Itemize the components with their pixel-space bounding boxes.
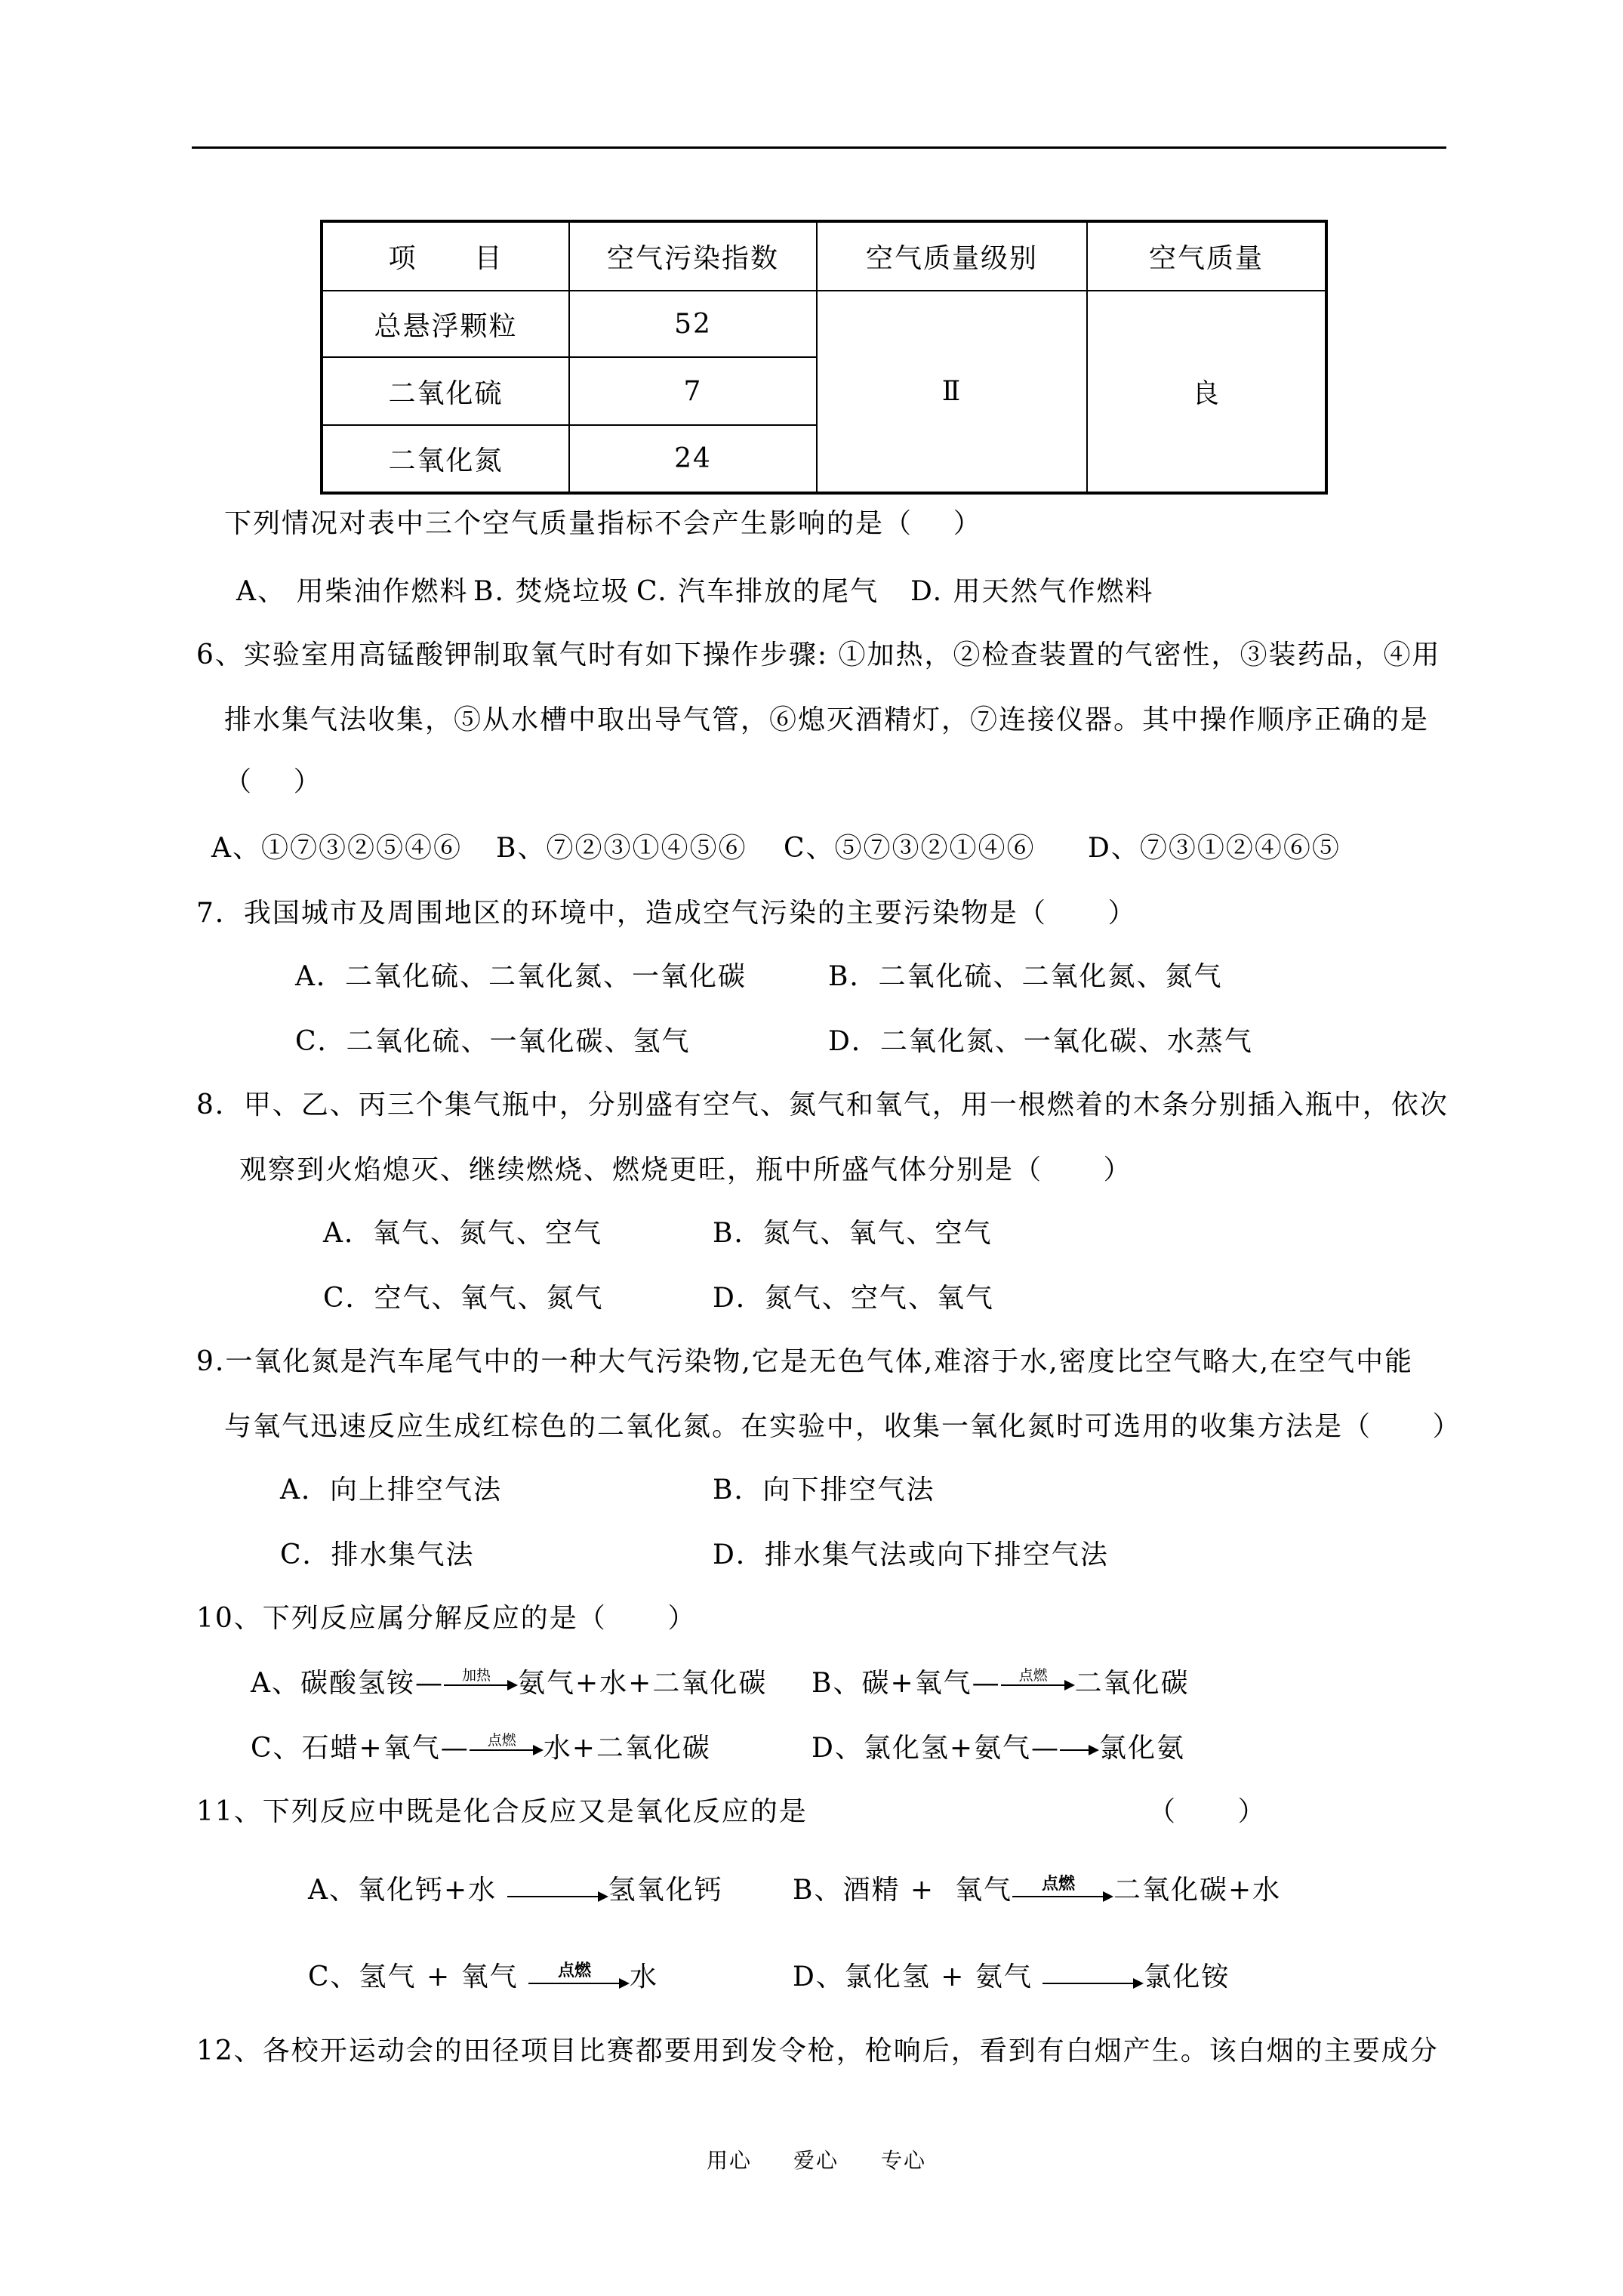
arrowhead-icon [533, 1745, 544, 1755]
reaction-arrow [528, 1961, 630, 1994]
reaction-arrow [1042, 1961, 1144, 1994]
table-header-row [322, 221, 1326, 291]
pollution-index-cell: 52 [569, 291, 817, 357]
footer-text: 用心 [707, 2148, 753, 2173]
arrowhead-icon [1133, 1978, 1144, 1989]
q10-option-b [812, 1667, 1190, 1700]
reaction-arrow [507, 1874, 608, 1907]
q8-option-d: D．氮气、空气、氧气 [713, 1283, 994, 1314]
q5-option-c: C. 汽车排放的尾气 [636, 576, 879, 607]
products: 水 [630, 1962, 659, 1992]
footer-text: 爱心 [793, 2148, 839, 2173]
q11-option-c [308, 1961, 658, 1994]
reaction-condition: 点燃 [1018, 1667, 1048, 1684]
q11-option-b [793, 1874, 1281, 1907]
q6-option-c: C、⑤⑦③②①④⑥ [784, 833, 1036, 864]
arrowhead-icon [619, 1978, 630, 1989]
reaction-arrow [470, 1732, 544, 1765]
pollution-index-cell: 7 [569, 357, 817, 425]
q11-answer-blank: （ ） [1148, 1796, 1267, 1827]
q6-stem-line: 6、实验室用高锰酸钾制取氧气时有如下操作步骤: ①加热，②检查装置的气密性，③装药品，④用 [196, 639, 1441, 670]
products: 水+二氧化碳 [543, 1733, 711, 1764]
q9-option-d: D．排水集气法或向下排空气法 [713, 1539, 1109, 1570]
q6-answer-blank: （ ） [224, 766, 322, 797]
products: 氢氧化钙 [608, 1875, 723, 1906]
products: 氯化铵 [1144, 1962, 1230, 1992]
arrowhead-icon [598, 1891, 608, 1902]
reactants: A、氧化钙+水 [308, 1875, 507, 1906]
reaction-condition: 点燃 [487, 1732, 516, 1749]
q7-option-d: D．二氧化氮、一氧化碳、水蒸气 [828, 1026, 1253, 1057]
q12-stem: 12、各校开运动会的田径项目比赛都要用到发令枪，枪响后，看到有白烟产生。该白烟的主要成分 [196, 2036, 1439, 2066]
q6-option-b: B、⑦②③①④⑤⑥ [496, 833, 747, 864]
q10-option-c [251, 1732, 711, 1765]
pollutant-name-cell: 总悬浮颗粒 [322, 291, 569, 357]
table-header-cell: 项 目 [322, 221, 569, 291]
arrowhead-icon [1089, 1745, 1099, 1755]
reactants: A、碳酸氢铵— [251, 1668, 444, 1699]
q8-option-b: B．氮气、氧气、空气 [713, 1218, 993, 1249]
q10-option-a [251, 1667, 767, 1700]
pollution-index-cell: 24 [569, 425, 817, 493]
reaction-arrow [1060, 1732, 1099, 1765]
reactants: D、氯化氢+氨气— [812, 1733, 1061, 1764]
q10-stem: 10、下列反应属分解反应的是（ ） [196, 1603, 697, 1634]
q9-option-c: C．排水集气法 [280, 1539, 475, 1570]
table-header-cell: 空气质量级别 [817, 221, 1087, 291]
table-header-cell: 空气质量 [1087, 221, 1326, 291]
q7-stem: 7．我国城市及周围地区的环境中，造成空气污染的主要污染物是（ ） [196, 898, 1137, 929]
q6-option-d: D、⑦③①②④⑥⑤ [1088, 833, 1341, 864]
reaction-arrow [1012, 1874, 1113, 1907]
reaction-arrow [1001, 1667, 1075, 1700]
header-rule [192, 146, 1446, 149]
q5-option-b: B. 焚烧垃圾 [473, 576, 630, 607]
q6-option-a: A、①⑦③②⑤④⑥ [211, 833, 462, 864]
quality-level-cell: Ⅱ [817, 291, 1087, 493]
products: 二氧化碳+水 [1113, 1875, 1282, 1906]
arrow-shaft [470, 1749, 537, 1751]
reaction-condition: 加热 [461, 1667, 491, 1684]
q8-stem-line: 8．甲、乙、丙三个集气瓶中，分别盛有空气、氮气和氧气，用一根燃着的木条分别插入瓶中，依次 [196, 1089, 1449, 1120]
reactants: C、氢气 + 氧气 [308, 1962, 529, 1992]
reaction-condition: 点燃 [558, 1961, 592, 1980]
q6-stem-line: 排水集气法收集，⑤从水槽中取出导气管，⑥熄灭酒精灯，⑦连接仪器。其中操作顺序正确的是 [224, 704, 1430, 735]
q11-option-a [308, 1874, 723, 1907]
arrow-shaft [1012, 1896, 1107, 1897]
q5-option-d: D. 用天然气作燃料 [910, 576, 1154, 607]
q8-stem-line: 观察到火焰熄灭、继续燃烧、燃烧更旺，瓶中所盛气体分别是（ ） [239, 1154, 1132, 1185]
q7-option-c: C．二氧化硫、一氧化碳、氢气 [295, 1026, 691, 1057]
reaction-condition: 点燃 [1041, 1874, 1075, 1894]
q11-stem: 11、下列反应中既是化合反应又是氧化反应的是 [196, 1796, 808, 1827]
air-quality-table [320, 220, 1328, 495]
q11-option-d [793, 1961, 1230, 1994]
q8-option-c: C．空气、氧气、氮气 [323, 1283, 604, 1314]
q7-option-b: B．二氧化硫、二氧化氮、氮气 [828, 961, 1223, 992]
footer-text: 专心 [881, 2148, 927, 2173]
arrowhead-icon [1103, 1891, 1113, 1902]
reactants: B、碳+氧气— [812, 1668, 1001, 1699]
q9-option-b: B．向下排空气法 [713, 1475, 935, 1505]
reactants: C、石蜡+氧气— [251, 1733, 470, 1764]
table-header-cell: 空气污染指数 [569, 221, 817, 291]
pollutant-name-cell: 二氧化氮 [322, 425, 569, 493]
q8-option-a: A．氧气、氮气、空气 [323, 1218, 602, 1249]
arrow-shaft [1001, 1684, 1069, 1686]
q7-option-a: A．二氧化硫、二氧化氮、一氧化碳 [295, 961, 747, 992]
arrow-shaft [1042, 1983, 1138, 1984]
products: 氨气+水+二氧化碳 [518, 1668, 768, 1699]
reaction-arrow [444, 1667, 518, 1700]
q9-stem-line: 与氧气迅速反应生成红棕色的二氧化氮。在实验中，收集一氧化氮时可选用的收集方法是（ ） [224, 1411, 1461, 1442]
products: 二氧化碳 [1074, 1668, 1190, 1699]
q5-option-a: A、 用柴油作燃料 [236, 576, 469, 607]
arrow-shaft [444, 1684, 512, 1686]
q5-stem: 下列情况对表中三个空气质量指标不会产生影响的是（ ） [224, 508, 982, 539]
products: 氯化氨 [1099, 1733, 1186, 1764]
table-row [322, 291, 1326, 357]
arrowhead-icon [507, 1680, 518, 1690]
reactants: D、氯化氢 + 氨气 [793, 1962, 1043, 1992]
arrowhead-icon [1064, 1680, 1075, 1690]
pollutant-name-cell: 二氧化硫 [322, 357, 569, 425]
arrow-shaft [528, 1983, 624, 1984]
q9-option-a: A．向上排空气法 [280, 1475, 502, 1505]
arrow-shaft [507, 1896, 602, 1897]
q9-stem-line: 9.一氧化氮是汽车尾气中的一种大气污染物,它是无色气体,难溶于水,密度比空气略大,在空气中能 [196, 1346, 1414, 1377]
reactants: B、酒精 + 氧气 [793, 1875, 1012, 1906]
quality-cell: 良 [1087, 291, 1326, 493]
q10-option-d [812, 1732, 1185, 1765]
